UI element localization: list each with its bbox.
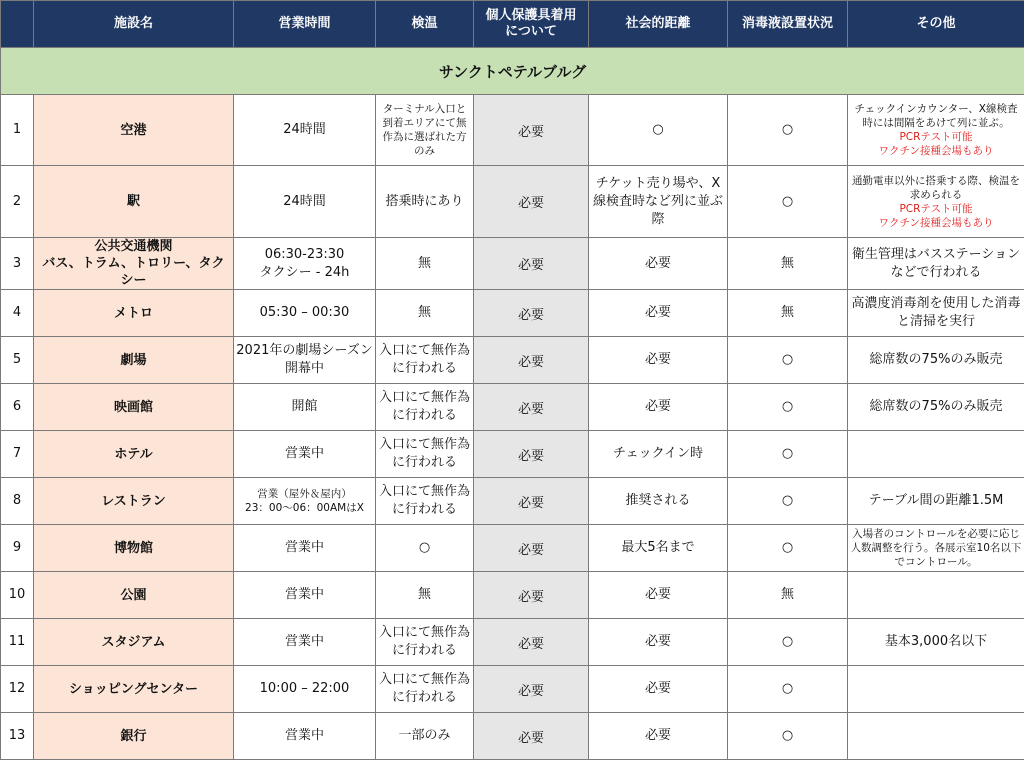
cell-hours: 営業中	[234, 525, 376, 572]
table-row	[1, 525, 1024, 572]
cell-other	[848, 166, 1024, 238]
cell-other	[848, 525, 1024, 572]
cell-num: 13	[1, 713, 34, 760]
cell-other	[848, 431, 1024, 478]
cell-ppe: 必要	[474, 713, 589, 760]
cell-num: 1	[1, 95, 34, 166]
cell-sanitizer: 無	[728, 290, 848, 337]
cell-temp: 無	[376, 572, 474, 619]
cell-distance: 必要	[589, 713, 728, 760]
cell-distance: 必要	[589, 290, 728, 337]
cell-ppe: 必要	[474, 384, 589, 431]
cell-name: 劇場	[34, 337, 234, 384]
cell-num: 12	[1, 666, 34, 713]
other-note-highlight: ワクチン接種会場もあり	[850, 144, 1022, 158]
cell-other	[848, 238, 1024, 290]
other-note: 衛生管理はバスステーションなどで行われる	[850, 246, 1022, 282]
cell-sanitizer: ○	[728, 666, 848, 713]
cell-distance: 必要	[589, 238, 728, 290]
cell-name: レストラン	[34, 478, 234, 525]
cell-sanitizer: ○	[728, 95, 848, 166]
table-row	[1, 666, 1024, 713]
table-row	[1, 95, 1024, 166]
cell-name: メトロ	[34, 290, 234, 337]
cell-temp: 入口にて無作為に行われる	[376, 337, 474, 384]
cell-distance: ○	[589, 95, 728, 166]
cell-temp: ○	[376, 525, 474, 572]
cell-other	[848, 713, 1024, 760]
table-row	[1, 431, 1024, 478]
table-row	[1, 713, 1024, 760]
cell-num: 9	[1, 525, 34, 572]
cell-other	[848, 619, 1024, 666]
region-title: サンクトペテルブルグ	[1, 48, 1024, 95]
cell-num: 4	[1, 290, 34, 337]
cell-distance: 必要	[589, 572, 728, 619]
other-note: 総席数の75%のみ販売	[850, 351, 1022, 369]
cell-ppe: 必要	[474, 290, 589, 337]
cell-distance: 必要	[589, 619, 728, 666]
cell-other	[848, 572, 1024, 619]
cell-distance: 必要	[589, 384, 728, 431]
cell-num: 3	[1, 238, 34, 290]
region-row	[1, 48, 1024, 95]
cell-temp: 無	[376, 238, 474, 290]
cell-other	[848, 95, 1024, 166]
cell-sanitizer: 無	[728, 572, 848, 619]
cell-sanitizer: 無	[728, 238, 848, 290]
cell-hours: 05:30 – 00:30	[234, 290, 376, 337]
cell-name: 空港	[34, 95, 234, 166]
other-note: 入場者のコントロールを必要に応じ人数調整を行う。各展示室10名以下でコントロール。	[850, 527, 1022, 569]
header-cell-sanitizer: 消毒液設置状況	[728, 1, 848, 48]
cell-distance: チェックイン時	[589, 431, 728, 478]
cell-hours: 24時間	[234, 166, 376, 238]
cell-ppe: 必要	[474, 572, 589, 619]
cell-temp: 入口にて無作為に行われる	[376, 666, 474, 713]
cell-ppe: 必要	[474, 95, 589, 166]
cell-sanitizer: ○	[728, 619, 848, 666]
cell-sanitizer: ○	[728, 525, 848, 572]
cell-hours: 24時間	[234, 95, 376, 166]
cell-other	[848, 666, 1024, 713]
cell-hours: 営業中	[234, 619, 376, 666]
table-row	[1, 166, 1024, 238]
cell-other	[848, 337, 1024, 384]
cell-sanitizer: ○	[728, 478, 848, 525]
cell-distance: 必要	[589, 666, 728, 713]
table-row	[1, 572, 1024, 619]
cell-ppe: 必要	[474, 619, 589, 666]
cell-distance: 推奨される	[589, 478, 728, 525]
cell-sanitizer: ○	[728, 384, 848, 431]
cell-hours: 06:30-23:30 タクシー - 24h	[234, 238, 376, 290]
table-row	[1, 238, 1024, 290]
other-note-highlight: PCRテスト可能	[850, 130, 1022, 144]
cell-temp: 入口にて無作為に行われる	[376, 384, 474, 431]
cell-temp: 搭乗時にあり	[376, 166, 474, 238]
cell-sanitizer: ○	[728, 337, 848, 384]
cell-sanitizer: ○	[728, 713, 848, 760]
cell-temp: 入口にて無作為に行われる	[376, 478, 474, 525]
table-row	[1, 384, 1024, 431]
cell-hours: 開館	[234, 384, 376, 431]
cell-hours: 10:00 – 22:00	[234, 666, 376, 713]
cell-temp: ターミナル入口と到着エリアにて無作為に選ばれた方のみ	[376, 95, 474, 166]
cell-ppe: 必要	[474, 166, 589, 238]
header-cell-temp: 検温	[376, 1, 474, 48]
cell-hours: 営業中	[234, 713, 376, 760]
header-cell-num	[1, 1, 34, 48]
cell-hours: 営業中	[234, 572, 376, 619]
cell-distance: チケット売り場や、X線検査時など列に並ぶ際	[589, 166, 728, 238]
cell-temp: 無	[376, 290, 474, 337]
cell-temp: 入口にて無作為に行われる	[376, 431, 474, 478]
cell-name: 博物館	[34, 525, 234, 572]
cell-sanitizer: ○	[728, 166, 848, 238]
table-row	[1, 619, 1024, 666]
cell-ppe: 必要	[474, 238, 589, 290]
other-note: 高濃度消毒剤を使用した消毒と清掃を実行	[850, 295, 1022, 331]
cell-num: 6	[1, 384, 34, 431]
cell-name: スタジアム	[34, 619, 234, 666]
other-note: チェックインカウンター、X線検査時には間隔をあけて列に並ぶ。	[850, 102, 1022, 130]
cell-temp: 入口にて無作為に行われる	[376, 619, 474, 666]
other-note: テーブル間の距離1.5M	[850, 492, 1022, 510]
cell-ppe: 必要	[474, 337, 589, 384]
cell-ppe: 必要	[474, 666, 589, 713]
header-cell-ppe: 個人保護具着用 について	[474, 1, 589, 48]
other-note: 総席数の75%のみ販売	[850, 398, 1022, 416]
header-cell-distance: 社会的距離	[589, 1, 728, 48]
header-cell-hours: 営業時間	[234, 1, 376, 48]
cell-temp: 一部のみ	[376, 713, 474, 760]
cell-distance: 必要	[589, 337, 728, 384]
other-note-highlight: PCRテスト可能	[850, 202, 1022, 216]
cell-hours: 営業中	[234, 431, 376, 478]
cell-num: 11	[1, 619, 34, 666]
cell-name: 映画館	[34, 384, 234, 431]
header-cell-other: その他	[848, 1, 1024, 48]
cell-distance: 最大5名まで	[589, 525, 728, 572]
cell-num: 2	[1, 166, 34, 238]
other-note: 基本3,000名以下	[850, 633, 1022, 651]
cell-name: ホテル	[34, 431, 234, 478]
table-row	[1, 290, 1024, 337]
cell-num: 7	[1, 431, 34, 478]
header-cell-name: 施設名	[34, 1, 234, 48]
header-row	[1, 1, 1024, 48]
cell-name: 公園	[34, 572, 234, 619]
cell-num: 5	[1, 337, 34, 384]
other-note-highlight: ワクチン接種会場もあり	[850, 216, 1022, 230]
cell-num: 10	[1, 572, 34, 619]
table-row	[1, 478, 1024, 525]
cell-ppe: 必要	[474, 478, 589, 525]
cell-sanitizer: ○	[728, 431, 848, 478]
other-note: 通勤電車以外に搭乗する際、検温を求められる	[850, 174, 1022, 202]
cell-hours: 営業（屋外＆屋内） 23：00〜06：00AMはX	[234, 478, 376, 525]
cell-other	[848, 384, 1024, 431]
cell-hours: 2021年の劇場シーズン開幕中	[234, 337, 376, 384]
cell-ppe: 必要	[474, 525, 589, 572]
table-row	[1, 337, 1024, 384]
cell-other	[848, 290, 1024, 337]
cell-num: 8	[1, 478, 34, 525]
cell-name: 銀行	[34, 713, 234, 760]
cell-name: 駅	[34, 166, 234, 238]
cell-name: ショッピングセンター	[34, 666, 234, 713]
cell-name: 公共交通機関 バス、トラム、トロリー、タクシー	[34, 238, 234, 290]
cell-ppe: 必要	[474, 431, 589, 478]
cell-other	[848, 478, 1024, 525]
